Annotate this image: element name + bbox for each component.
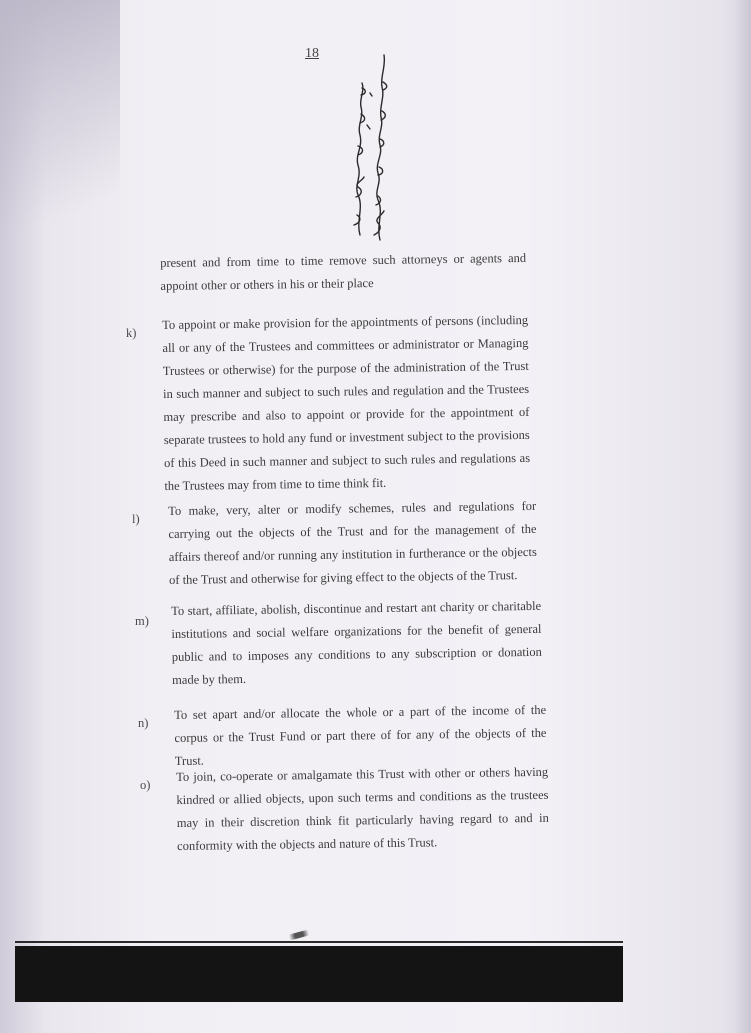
clause-text: To join, co-operate or amalgamate this Trust with other or others having kindred or allied objects, upon such terms and conditions as the trustees may in their discretion think fit particularly having regard to and in conformity with the objects and nature of this Trust.	[176, 764, 549, 853]
clause-label: n)	[138, 716, 149, 730]
clause-text: To appoint or make provision for the appointments of persons (including all or any of the Trustees and committees or administrator or Managing Trustees or otherwise) for the purpose of the administration of the Trust in such manner and subject to such rules and regulation and the Trustees may prescribe and also to appoint or provide for the appointment of separate trustees to hold any fund or investment subject to the provisions of this Deed in such manner and subject to such rules and regulations as the Trustees may from time to time think fit.	[162, 312, 531, 493]
page-number: 18	[305, 46, 319, 61]
clause-label: l)	[132, 512, 140, 526]
intro-paragraph	[160, 247, 527, 298]
clause-paragraph	[168, 495, 537, 592]
clause-text: To start, affiliate, abolish, discontinue and restart ant charity or charitable institutions and social welfare organizations for the benefit of general public and to imposes any conditions to any subscription or donation made by them.	[171, 598, 542, 687]
clause-paragraph	[176, 761, 549, 858]
clause-label: o)	[140, 778, 151, 792]
clause-text: To set apart and/or allocate the whole or a part of the income of the corpus or the Trust Fund or part there of for any of the objects of the Trust.	[174, 702, 547, 768]
clause-label: k)	[126, 326, 137, 340]
intro-text: present and from time to time remove such attorneys or agents and appoint other or others in his or their place	[160, 250, 527, 293]
clause-paragraph	[162, 309, 531, 498]
scan-border-bar	[15, 946, 623, 1002]
clause-text: To make, very, alter or modify schemes, rules and regulations for carrying out the objects of the Trust and for the management of the affairs thereof and/or running any institution in furtherance or the objects of the Trust and otherwise for giving effect to the objects of the Trust.	[168, 498, 537, 587]
clause-paragraph	[171, 595, 542, 692]
clause-label: m)	[135, 614, 149, 628]
